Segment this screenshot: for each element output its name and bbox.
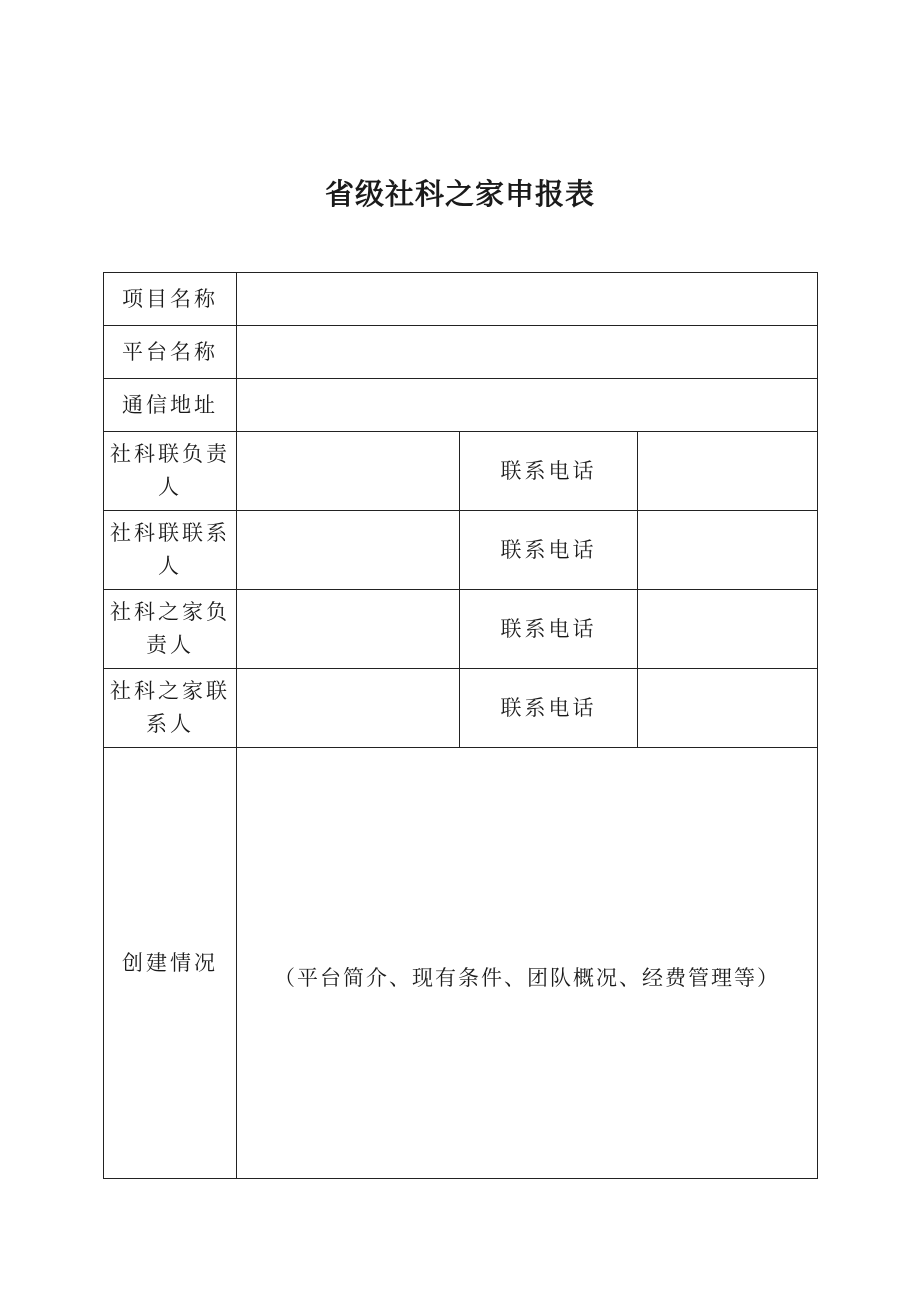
home-contact-phone-label: 联系电话: [460, 669, 638, 748]
row-home-contact: [104, 669, 818, 748]
platform-name-field[interactable]: [237, 326, 818, 379]
federation-contact-label: 社科联联系人: [104, 511, 237, 590]
creation-hint: （平台简介、现有条件、团队概况、经费管理等）: [274, 965, 780, 990]
row-address: [104, 379, 818, 432]
federation-contact-phone-label: 联系电话: [460, 511, 638, 590]
page-title: 省级社科之家申报表: [324, 177, 595, 211]
federation-leader-phone-field[interactable]: [638, 432, 818, 511]
project-name-label: 项目名称: [104, 273, 237, 326]
creation-field[interactable]: [237, 748, 818, 1179]
row-project-name: [104, 273, 818, 326]
row-creation: [104, 748, 818, 1179]
federation-leader-phone-label: 联系电话: [460, 432, 638, 511]
federation-contact-phone-field[interactable]: [638, 511, 818, 590]
home-contact-label: 社科之家联系人: [104, 669, 237, 748]
address-label: 通信地址: [104, 379, 237, 432]
creation-label: 创建情况: [104, 748, 237, 1179]
platform-name-label: 平台名称: [104, 326, 237, 379]
federation-leader-field[interactable]: [237, 432, 460, 511]
application-form-table: [103, 272, 818, 1179]
federation-leader-label: 社科联负责人: [104, 432, 237, 511]
home-contact-field[interactable]: [237, 669, 460, 748]
row-federation-leader: [104, 432, 818, 511]
home-contact-phone-field[interactable]: [638, 669, 818, 748]
row-federation-contact: [104, 511, 818, 590]
project-name-field[interactable]: [237, 273, 818, 326]
row-home-leader: [104, 590, 818, 669]
federation-contact-field[interactable]: [237, 511, 460, 590]
home-leader-phone-label: 联系电话: [460, 590, 638, 669]
home-leader-phone-field[interactable]: [638, 590, 818, 669]
home-leader-field[interactable]: [237, 590, 460, 669]
address-field[interactable]: [237, 379, 818, 432]
home-leader-label: 社科之家负责人: [104, 590, 237, 669]
row-platform-name: [104, 326, 818, 379]
